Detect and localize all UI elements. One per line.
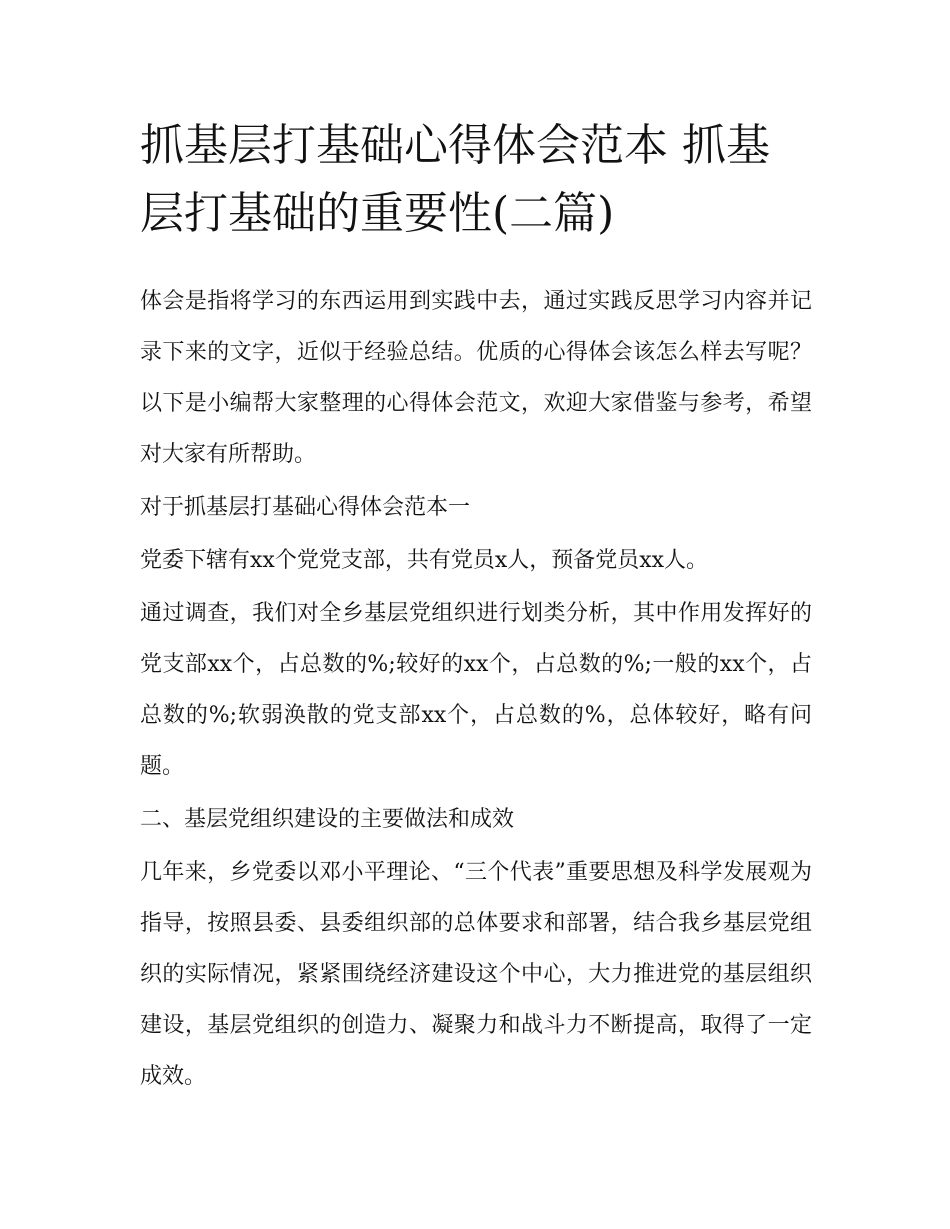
intro-paragraph: 体会是指将学习的东西运用到实践中去，通过实践反思学习内容并记录下来的文字，近似于经验总结。优质的心得体会该怎么样去写呢？以下是小编帮大家整理的心得体会范文，欢迎大家借鉴与参考，希望对大家有所帮助。	[140, 289, 812, 467]
document-body	[140, 276, 812, 1102]
party-summary-paragraph: 党委下辖有xx个党党支部，共有党员x人，预备党员xx人。	[140, 548, 709, 573]
achievements-paragraph: 几年来，乡党委以邓小平理论、“三个代表”重要思想及科学发展观为指导，按照县委、县委组织部的总体要求和部署，结合我乡基层党组织的实际情况，紧紧围绕经济建设这个中心，大力推进党的基层组织建设，基层党组织的创造力、凝聚力和战斗力不断提高，取得了一定成效。	[140, 860, 812, 1089]
section-heading-two: 二、基层党组织建设的主要做法和成效	[140, 807, 515, 832]
document-content	[140, 112, 812, 1104]
document-title: 抓基层打基础心得体会范本 抓基层打基础的重要性(二篇)	[140, 120, 770, 239]
section-heading-one: 对于抓基层打基础心得体会范本一	[140, 495, 471, 520]
survey-paragraph: 通过调查，我们对全乡基层党组织进行划类分析，其中作用发挥好的党支部xx个，占总数的%;较好的xx个，占总数的%;一般的xx个，占总数的%;软弱涣散的党支部xx个，占总数的%，总体较好，略有问题。	[140, 601, 812, 779]
